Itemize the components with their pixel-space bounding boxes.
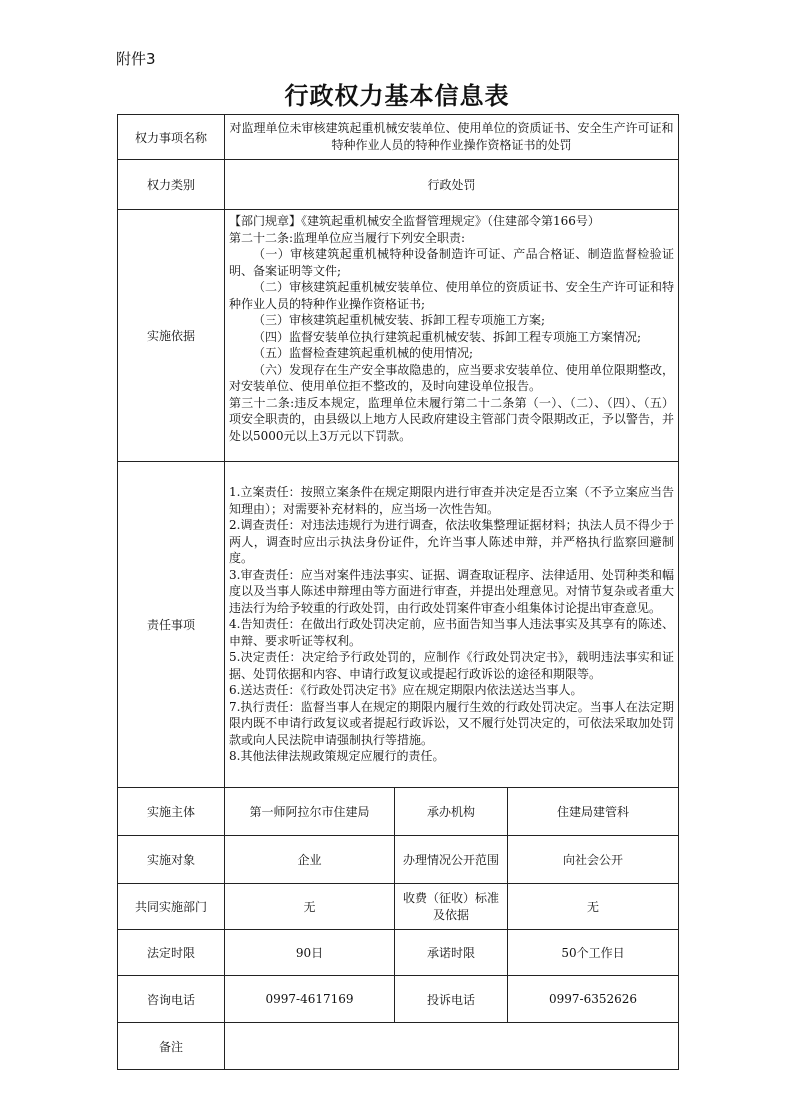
- duty-label: 责任事项: [118, 462, 225, 788]
- page-title: 行政权力基本信息表: [284, 82, 510, 110]
- category-label: 权力类别: [118, 160, 225, 210]
- basis-label: 实施依据: [118, 210, 225, 462]
- complaint-value: 0997-6352626: [508, 976, 679, 1023]
- row-duty: [118, 462, 679, 788]
- duty-line: 2.调查责任：对违法违规行为进行调查，依法收集整理证据材料；执法人员不得少于两人，调查时应出示执法身份证件，允许当事人陈述申辩，并严格执行监察回避制度。: [229, 518, 675, 566]
- target-label: 实施对象: [118, 836, 225, 884]
- promise-limit-value: 50个工作日: [508, 930, 679, 976]
- duty-line: 7.执行责任：监督当事人在规定的期限内履行生效的行政处罚决定。当事人在法定期限内既不申请行政复议或者提起行政诉讼，又不履行处罚决定的，可依法采取加处罚款或向人民法院申请强制执行等措施。: [229, 699, 675, 747]
- basis-line: （二）审核建筑起重机械安装单位、使用单位的资质证书、安全生产许可证和特种作业人员的特种作业操作资格证书;: [229, 280, 675, 311]
- basis-line: 第二十二条:监理单位应当履行下列安全职责:: [229, 230, 466, 245]
- duty-line: 4.告知责任：在做出行政处罚决定前，应书面告知当事人违法事实及其享有的陈述、申辩、要求听证等权利。: [229, 617, 675, 648]
- organizer-label: 承办机构: [395, 788, 508, 836]
- fee-value: 无: [508, 884, 679, 930]
- row-phone: [118, 976, 679, 1023]
- row-joint: [118, 884, 679, 930]
- target-value: 企业: [225, 836, 395, 884]
- disclosure-value: 向社会公开: [508, 836, 679, 884]
- duty-content: [225, 462, 679, 788]
- attachment-label: 附件3: [116, 50, 156, 68]
- subject-value: 第一师阿拉尔市住建局: [225, 788, 395, 836]
- disclosure-label: 办理情况公开范围: [395, 836, 508, 884]
- joint-value: 无: [225, 884, 395, 930]
- consult-label: 咨询电话: [118, 976, 225, 1023]
- basis-line: （一）审核建筑起重机械特种设备制造许可证、产品合格证、制造监督检验证明、备案证明等文件;: [229, 247, 675, 278]
- row-category: [118, 160, 679, 210]
- item-name-label: 权力事项名称: [118, 115, 225, 160]
- joint-label: 共同实施部门: [118, 884, 225, 930]
- item-name-value: 对监理单位未审核建筑起重机械安装单位、使用单位的资质证书、安全生产许可证和特种作业人员的特种作业操作资格证书的处罚: [225, 115, 679, 160]
- basis-line: （三）审核建筑起重机械安装、拆卸工程专项施工方案;: [253, 313, 546, 327]
- duty-line: 5.决定责任：决定给予行政处罚的，应制作《行政处罚决定书》，载明违法事实和证据、处罚依据和内容、申请行政复议或提起行政诉讼的途径和期限等。: [229, 650, 675, 681]
- basis-line: （四）监督安装单位执行建筑起重机械安装、拆卸工程专项施工方案情况;: [253, 329, 642, 344]
- duty-line: 1.立案责任：按照立案条件在规定期限内进行审查并决定是否立案（不予立案应当告知理由）；对需要补充材料的，应当场一次性告知。: [229, 485, 675, 516]
- basis-line: 【部门规章】《建筑起重机械安全监督管理规定》（住建部令第166号）: [229, 214, 600, 228]
- row-time-limit: [118, 930, 679, 976]
- organizer-value: 住建局建管科: [508, 788, 679, 836]
- remark-value: [225, 1023, 679, 1070]
- complaint-label: 投诉电话: [395, 976, 508, 1023]
- basis-line: （五）监督检查建筑起重机械的使用情况;: [253, 346, 474, 360]
- category-value: 行政处罚: [225, 160, 679, 210]
- basis-content: [225, 210, 679, 462]
- subject-label: 实施主体: [118, 788, 225, 836]
- promise-limit-label: 承诺时限: [395, 930, 508, 976]
- duty-line: 8.其他法律法规政策规定应履行的责任。: [229, 749, 445, 764]
- row-remark: [118, 1023, 679, 1070]
- row-basis: [118, 210, 679, 462]
- consult-value: 0997-4617169: [225, 976, 395, 1023]
- duty-line: 6.送达责任：《行政处罚决定书》应在规定期限内依法送达当事人。: [229, 683, 583, 698]
- fee-label: 收费（征收）标准及依据: [395, 884, 508, 930]
- row-subject: [118, 788, 679, 836]
- legal-limit-value: 90日: [225, 930, 395, 976]
- legal-limit-label: 法定时限: [118, 930, 225, 976]
- remark-label: 备注: [118, 1023, 225, 1070]
- info-table: [117, 114, 679, 1070]
- basis-line: 第三十二条:违反本规定，监理单位未履行第二十二条第（一）、（二）、（四）、（五）项安全职责的，由县级以上地方人民政府建设主管部门责令限期改正，予以警告，并处以5000元以上3万元以下罚款。: [229, 395, 675, 443]
- row-target: [118, 836, 679, 884]
- row-item-name: [118, 115, 679, 160]
- basis-line: （六）发现存在生产安全事故隐患的，应当要求安装单位、使用单位限期整改，对安装单位、使用单位拒不整改的，及时向建设单位报告。: [229, 362, 675, 393]
- duty-line: 3.审查责任：应当对案件违法事实、证据、调查取证程序、法律适用、处罚种类和幅度以及当事人陈述申辩理由等方面进行审查，并提出处理意见。对情节复杂或者重大违法行为给予较重的行政处罚，由行政处罚案件审查小组集体讨论提出审查意见。: [229, 567, 675, 615]
